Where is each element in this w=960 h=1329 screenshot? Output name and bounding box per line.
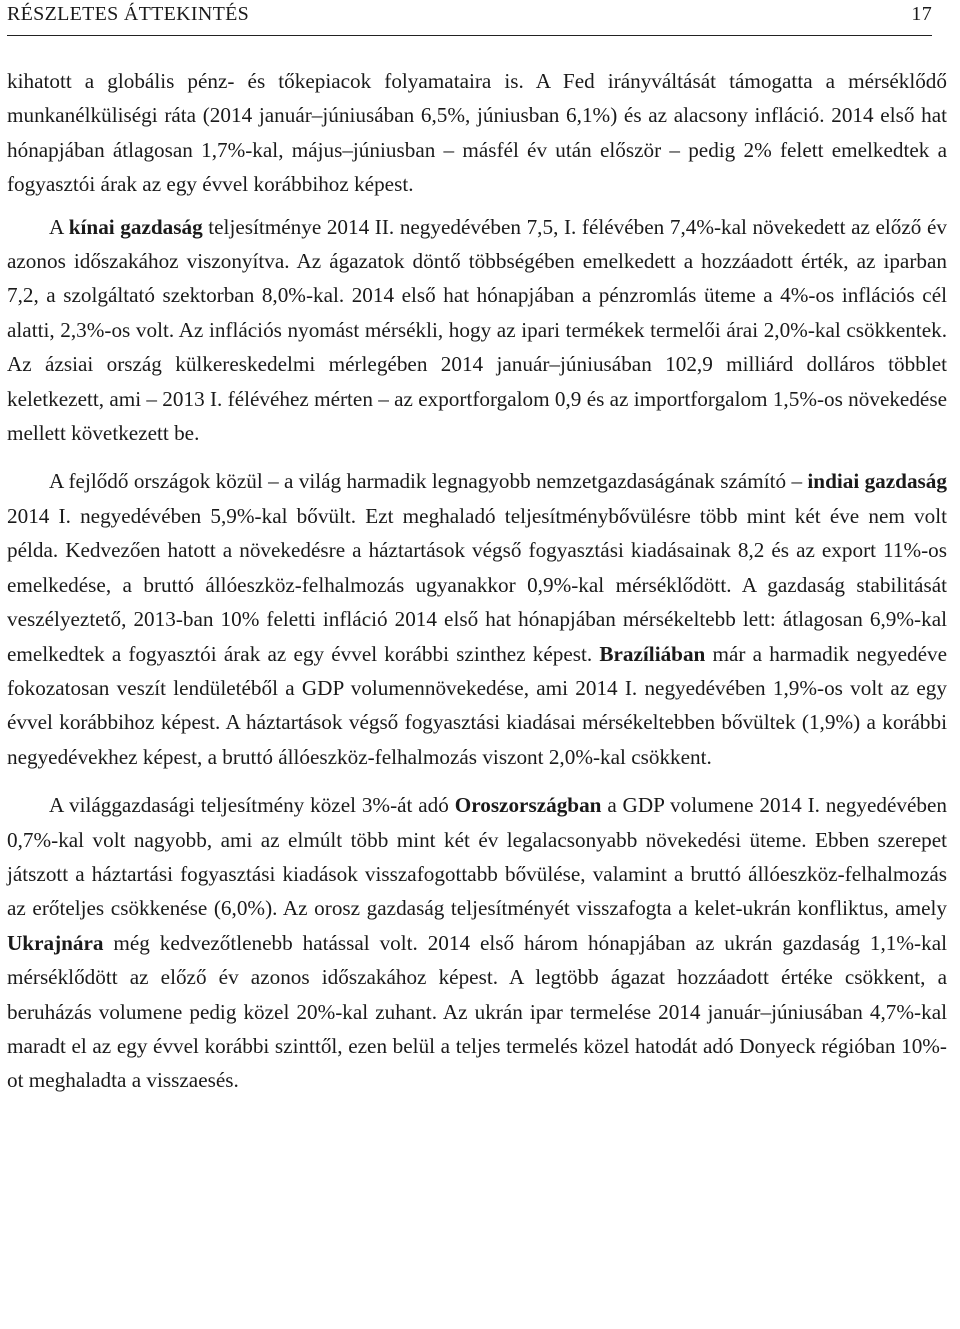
paragraph-china	[7, 210, 947, 451]
running-header	[7, 0, 932, 36]
paragraph-text: kihatott a globális pénz- és tőkepiacok folyamataira is. A Fed irányváltását támogatta a mérséklődő munkanélküliségi ráta (2014 január–júniusában 6,5%, júniusban 6,1%) és az alacsony infláció. 2014 első hat hónapjában átlagosan 1,7%-kal, május–júniusban – másfél év után először – pedig 2% felett emelkedtek a fogyasztói árak az egy évvel korábbihoz képest.	[7, 69, 947, 197]
text-segment: 2014 I. negyedévében 5,9%-kal bővült. Ezt meghaladó teljesítménybővülésre több mint két éve nem volt példa. Kedvezően hatott a növekedésre a háztartások végső fogyasztási kiadásainak 8,2 és az export 11%-os emelkedése, a bruttó állóeszköz-felhalmozás ugyanakkor 0,9%-kal mérséklődött. A gazdaság stabilitását veszélyeztető, 2013-ban 10% feletti infláció 2014 első hat hónapjában mérsékeltebb lett: átlagosan 6,9%-kal emelkedtek a fogyasztói árak az egy évvel korábbi szinthez képest.	[7, 503, 947, 666]
paragraph-russia-ukraine	[7, 788, 947, 1098]
keyword-india: indiai gazdaság	[807, 469, 947, 494]
keyword-brazil: Brazíliában	[599, 641, 706, 666]
paragraph-india-brazil	[7, 464, 947, 774]
body-text	[7, 64, 947, 1098]
section-title: RÉSZLETES ÁTTEKINTÉS	[7, 3, 250, 25]
paragraph-us-economy	[7, 64, 947, 202]
keyword-ukraine: Ukrajnára	[7, 930, 104, 955]
text-segment: a GDP volumene 2014 I. negyedévében 0,7%-kal volt nagyobb, ami az elmúlt több mint két év legalacsonyabb növekedési üteme. Ebben szerepet játszott a háztartási fogyasztási kiadások visszafogottabb bővülése, valamint a bruttó állóeszköz-felhalmozás az erőteljes csökkenése (6,0%). Az orosz gazdaság teljesítményét visszafogta a kelet-ukrán konfliktus, amely	[7, 793, 947, 921]
keyword-china: kínai gazdaság	[68, 214, 203, 239]
text-segment: teljesítménye 2014 II. negyedévében 7,5, I. félévében 7,4%-kal növekedett az előző év azonos időszakához viszonyítva. Az ágazatok döntő többségében emelkedett a hozzáadott érték, az iparban 7,2, a szolgáltató szektorban 8,0%-kal. 2014 első hat hónapjában a pénzromlás üteme a 4%-os inflációs cél alatti, 2,3%-os volt. Az inflációs nyomást mérsékli, hogy az ipari termékek termelői árai 2,0%-kal csökkentek. Az ázsiai ország külkereskedelmi mérlegében 2014 január–júniusában 102,9 milliárd dolláros többlet keletkezett, ami – 2013 I. félévéhez mérten – az exportforgalom 0,9 és az importforgalom 1,5%-os növekedése mellett következett be.	[7, 214, 947, 446]
keyword-russia: Oroszországban	[454, 793, 602, 818]
text-segment: már a harmadik negyedéve fokozatosan veszít lendületéből a GDP volumennövekedése, ami 2014 I. negyedévében 1,9%-os volt az egy évvel korábbihoz képest. A háztartások végső fogyasztási kiadásai mérsékeltebben bővültek (1,9%) a korábbi negyedévekhez képest, a bruttó állóeszköz-felhalmozás viszont 2,0%-kal csökkent.	[7, 641, 947, 769]
page-number: 17	[911, 3, 932, 25]
text-segment: még kedvezőtlenebb hatással volt. 2014 első három hónapjában az ukrán gazdaság 1,1%-kal mérséklődött az előző év azonos időszakához képest. A legtöbb ágazat hozzáadott értéke csökkent, a beruházás volumene pedig közel 20%-kal zuhant. Az ukrán ipar termelése 2014 január–júniusában 4,7%-kal maradt el az egy évvel korábbi szinttől, ezen belül a teljes termelés közel hatodát adó Donyeck régióban 10%-ot meghaladta a visszaesés.	[7, 930, 947, 1093]
text-segment: A fejlődő országok közül – a világ harmadik legnagyobb nemzetgazdaságának számító –	[49, 469, 808, 494]
text-segment: A világgazdasági teljesítmény közel 3%-át adó	[49, 793, 455, 818]
text-segment: A	[49, 214, 69, 239]
